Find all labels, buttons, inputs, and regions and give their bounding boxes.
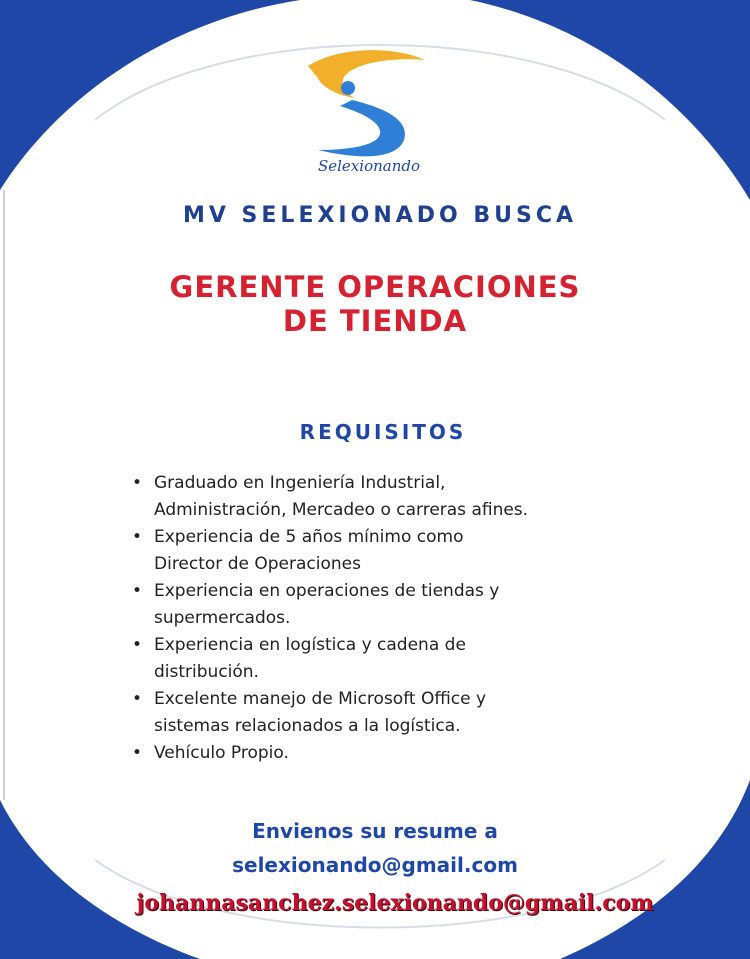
requirement-text-line: Graduado en Ingeniería Industrial, (154, 473, 446, 493)
bullet-icon: • (132, 581, 143, 601)
contact-email[interactable]: selexionando@gmail.com (232, 853, 518, 877)
brand-name: Selexionando (317, 157, 420, 175)
requirement-text-line: Excelente manejo de Microsoft Office y (154, 689, 487, 709)
requirement-text-line: Experiencia en operaciones de tiendas y (154, 581, 500, 601)
bullet-icon: • (132, 689, 143, 709)
requirement-item (130, 686, 690, 740)
requirement-text-line: Experiencia de 5 años mínimo como (154, 527, 464, 547)
logo-orange-swoosh (308, 50, 425, 98)
requirement-item (130, 578, 690, 632)
contact-block (0, 814, 750, 882)
logo-blue-swoosh (318, 100, 405, 156)
requirement-text-line: sistemas relacionados a la logística. (154, 716, 461, 736)
requirement-item (130, 524, 690, 578)
job-title (0, 270, 750, 338)
requirement-item (130, 632, 690, 686)
bullet-icon: • (132, 743, 143, 763)
requirement-text-line: supermercados. (154, 608, 291, 628)
headline: MV SELEXIONADO BUSCA (182, 203, 578, 228)
bullet-icon: • (132, 473, 143, 493)
requirement-text-line: Experiencia en logística y cadena de (154, 635, 466, 655)
requirement-text-line: distribución. (154, 662, 259, 682)
bullet-icon: • (132, 635, 143, 655)
contact-line: Envienos su resume a (252, 819, 498, 843)
requirement-text-line: Director de Operaciones (154, 554, 361, 574)
requirements-heading: REQUISITOS (299, 420, 467, 444)
logo-head-dot (341, 81, 355, 95)
requirement-text-line: Administración, Mercadeo o carreras afines. (154, 500, 529, 520)
job-title-line-2: DE TIENDA (282, 304, 468, 338)
job-title-line-1: GERENTE OPERACIONES (169, 270, 581, 304)
requirement-item (130, 740, 690, 767)
secondary-email[interactable]: johannasanchez.selexionando@gmail.com (136, 890, 654, 916)
requirement-text-line: Vehículo Propio. (154, 743, 289, 763)
bullet-icon: • (132, 527, 143, 547)
requirements-list (130, 470, 690, 767)
requirement-item (130, 470, 690, 524)
